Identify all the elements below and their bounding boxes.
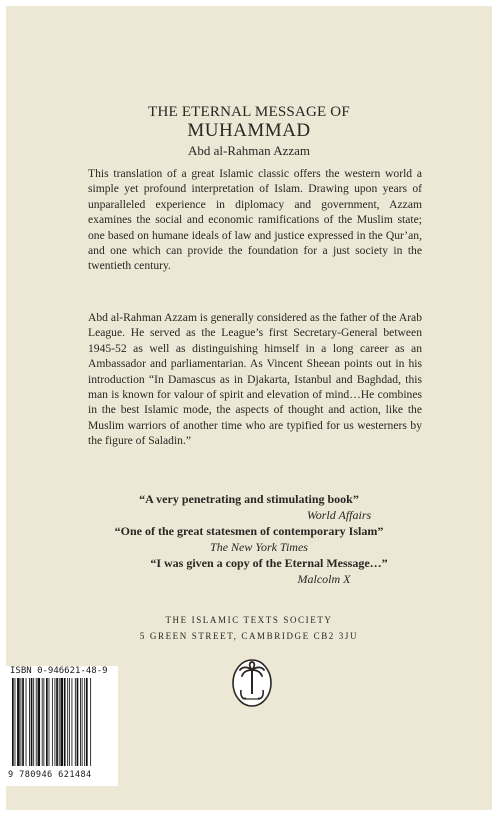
barcode-bar: [15, 678, 16, 766]
barcode-bar: [90, 678, 91, 766]
barcode-bar: [75, 678, 76, 766]
review-source-1: World Affairs: [306, 508, 372, 522]
barcode-bar: [12, 678, 14, 766]
barcode-bar: [36, 678, 37, 766]
barcode-bar: [52, 678, 53, 766]
book-author: Abd al-Rahman Azzam: [187, 143, 310, 158]
barcode-bar: [64, 678, 66, 766]
palm-tree-logo-icon: [230, 656, 274, 708]
barcode-bar: [42, 678, 43, 766]
description-paragraph-1: This translation of a great Islamic classic offers the western world a simple yet profound interpretation of Islam. Drawing upon years of unparalleled experience in diplomacy and government, Azzam examines the social and economic ramifications of the Muslim state; one based on humane ideals of law and justice expressed in the Qur’an, and one which can provide the foundation for a just society in the twentieth century.: [88, 167, 422, 273]
barcode-bar: [69, 678, 70, 766]
isbn-label: ISBN 0-946621-48-9: [10, 666, 108, 676]
barcode-bar: [33, 678, 34, 766]
barcode-bar: [55, 678, 56, 766]
barcode-bar: [22, 678, 24, 766]
barcode-bar: [46, 678, 48, 766]
back-cover: [6, 6, 492, 810]
barcode-bar: [80, 678, 81, 766]
review-quote-2: “One of the great statesmen of contemporary Islam”: [114, 524, 384, 538]
barcode-bar: [86, 678, 88, 766]
barcode-bar: [26, 678, 27, 766]
review-source-2: The New York Times: [210, 540, 308, 554]
barcode-bar: [31, 678, 33, 766]
review-source-3: Malcolm X: [297, 572, 351, 586]
review-quote-1: “A very penetrating and stimulating book”: [139, 492, 359, 506]
barcode-bar: [21, 678, 22, 766]
review-quote-3: “I was given a copy of the Eternal Message…”: [150, 556, 388, 570]
barcode-bar: [49, 678, 50, 766]
publisher-name: THE ISLAMIC TEXTS SOCIETY: [165, 615, 333, 625]
book-title-line-1: THE ETERNAL MESSAGE OF: [148, 104, 350, 120]
barcode-bar: [72, 678, 73, 766]
book-title-line-2: MUHAMMAD: [187, 120, 311, 141]
barcode-bar: [56, 678, 58, 766]
barcode-bar: [38, 678, 41, 766]
barcode-bar: [59, 678, 60, 766]
ean-number: 9 780946 621484: [8, 770, 92, 780]
barcode-bar: [82, 678, 83, 766]
barcode-bar: [60, 678, 63, 766]
barcode-bar: [67, 678, 68, 766]
barcode-bar: [43, 678, 44, 766]
publisher-address: 5 GREEN STREET, CAMBRIDGE CB2 3JU: [139, 631, 359, 641]
barcode-area: [6, 666, 118, 786]
description-paragraph-2: Abd al-Rahman Azzam is generally considered as the father of the Arab League. He served as the League’s first Secretary-General between 1945-52 as well as distinguishing himself in a long career as an Ambassador and parliamentarian. As Vincent Sheean points out in his introduction “In Damascus as in Djakarta, Istanbul and Baghdad, this man is known for valour of spirit and elevation of mind…He combines in the best Islamic mode, the aspects of thought and action, like the Muslim warriors of another time who are typified for us westerners by the figure of Saladin.”: [88, 311, 422, 448]
barcode-bar: [17, 678, 20, 766]
barcode-bar: [84, 678, 85, 766]
barcode-icon: [10, 678, 114, 768]
barcode-bar: [29, 678, 30, 766]
barcode-bar: [77, 678, 79, 766]
